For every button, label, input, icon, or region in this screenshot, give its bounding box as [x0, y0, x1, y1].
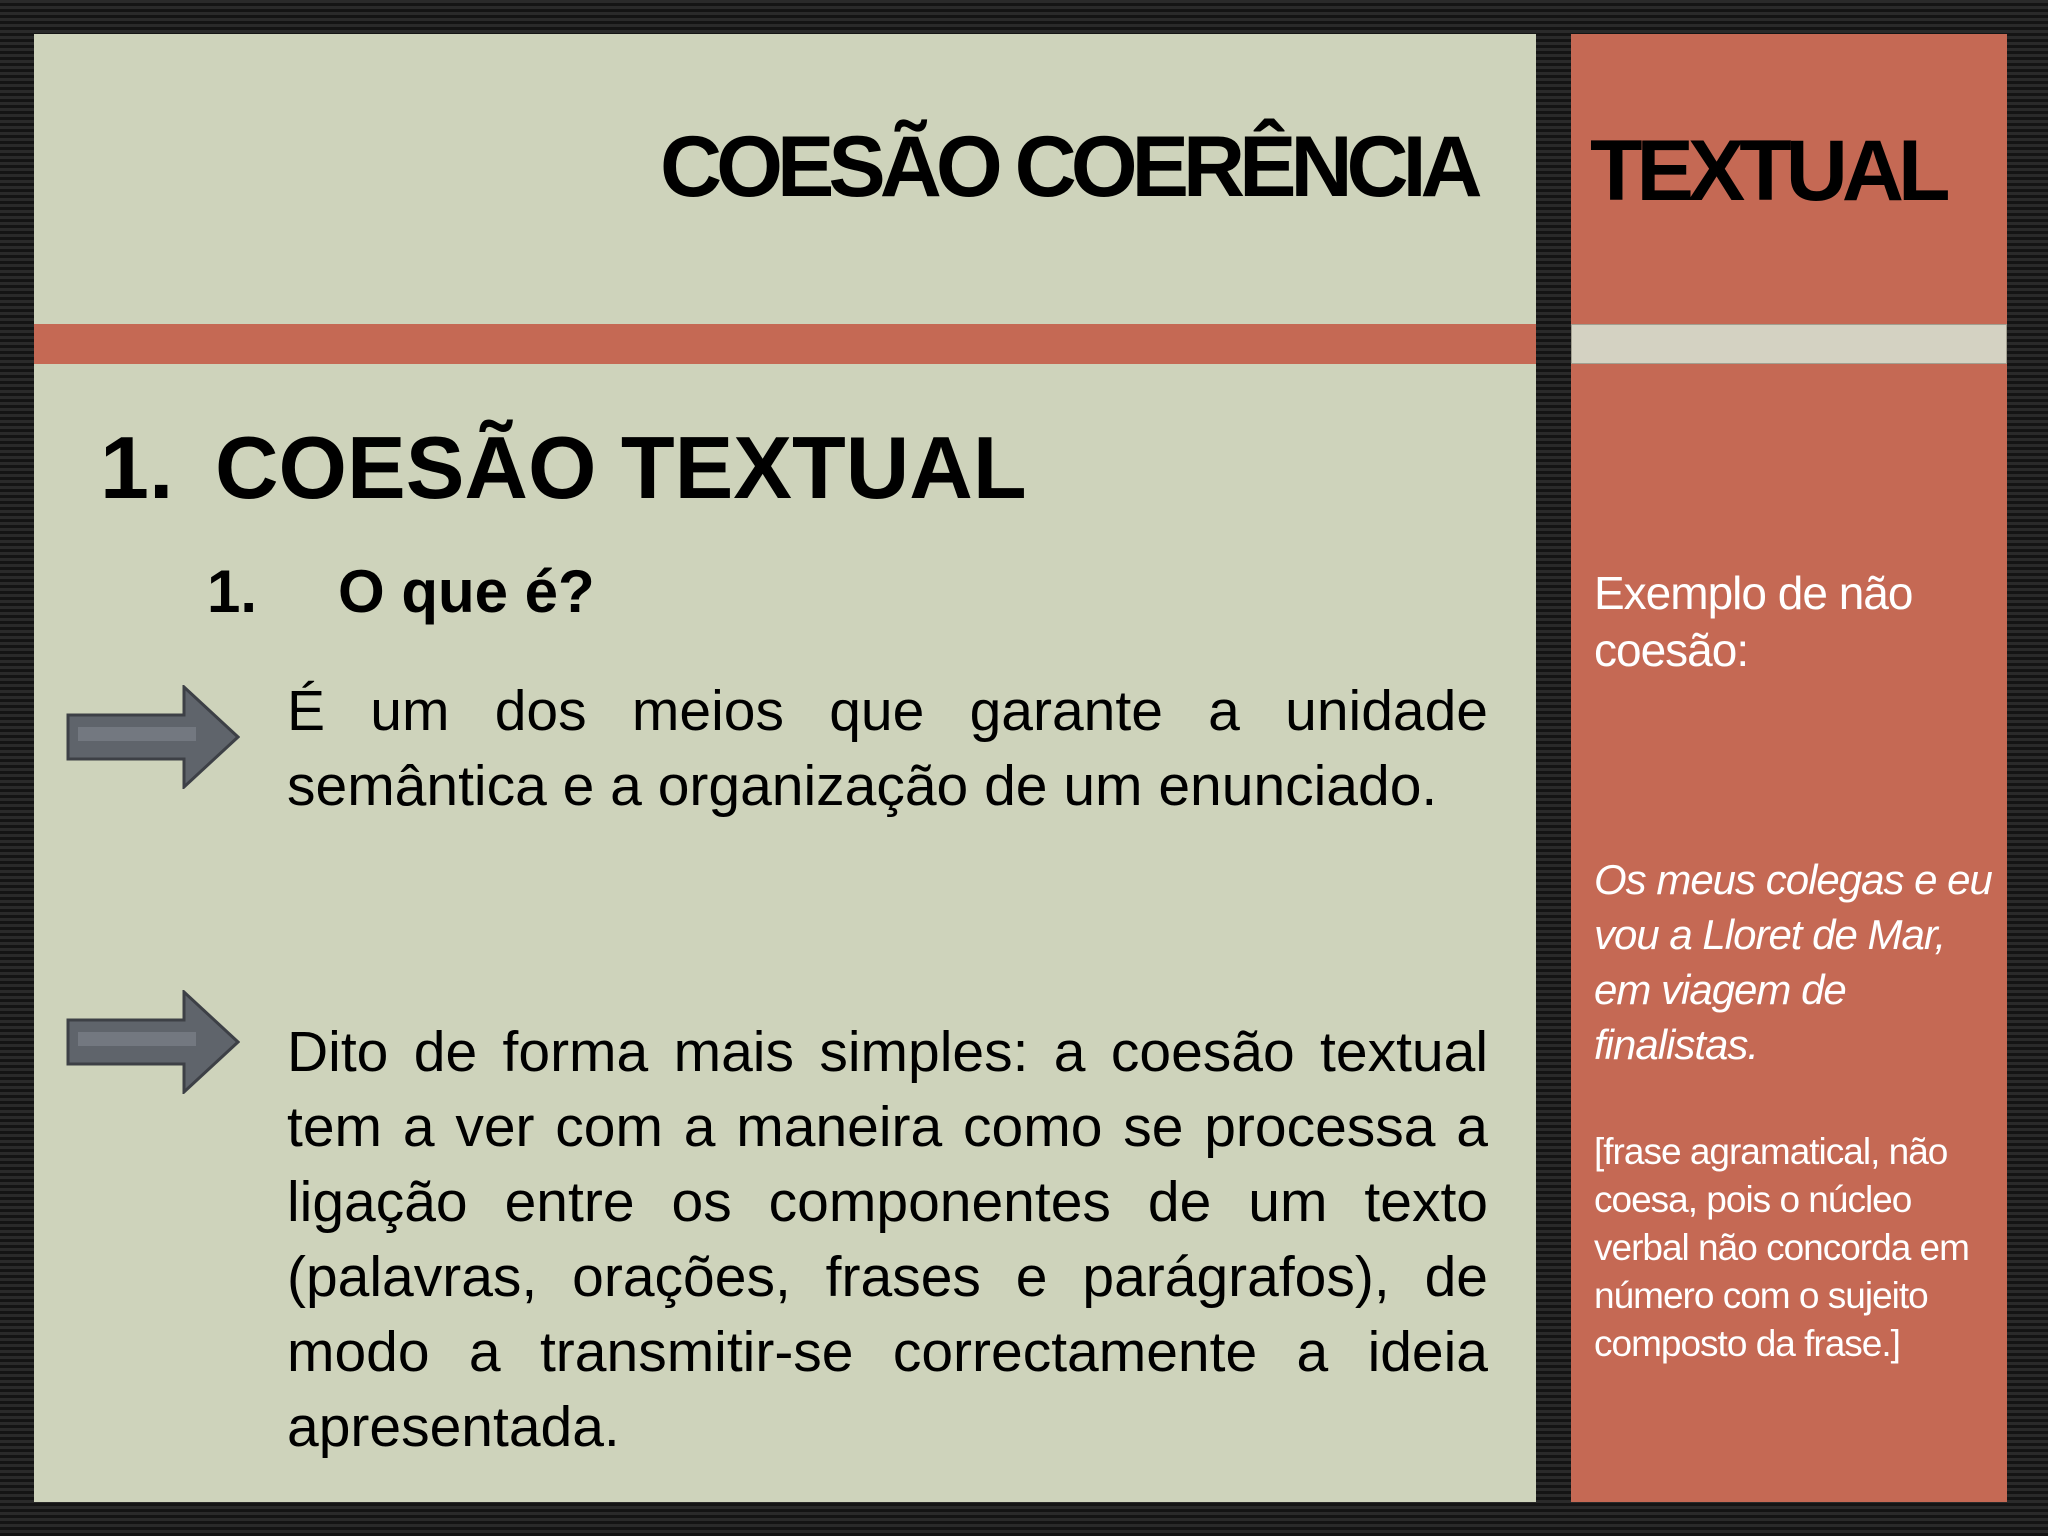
subsection-number: 1.	[207, 558, 258, 625]
subsection-title: O que é?	[338, 558, 595, 625]
sidebar-example: Os meus colegas e eu vou a Lloret de Mar, em viagem de finalistas.	[1594, 856, 1992, 1068]
accent-divider	[34, 324, 1536, 364]
section-title: COESÃO TEXTUAL	[215, 418, 1027, 517]
sidebar-divider	[1571, 324, 2007, 364]
slide-title-right: TEXTUAL	[1590, 123, 1945, 219]
section-number: 1.	[100, 418, 174, 517]
paragraph-explanation: Dito de forma mais simples: a coesão textual tem a ver com a maneira como se processa a ligação entre os componentes de um texto (palavras, orações, frases e parágrafos), de modo a transmitir-se correctamente a ideia apresentada.	[287, 1020, 1488, 1459]
right-arrow-icon	[66, 685, 240, 789]
slide-title-left: COESÃO COERÊNCIA	[660, 119, 1477, 215]
right-arrow-icon	[66, 990, 240, 1094]
sidebar-heading: Exemplo de não coesão:	[1594, 567, 1913, 676]
sidebar-note: [frase agramatical, não coesa, pois o núcleo verbal não concorda em número com o sujeito composto da frase.]	[1594, 1131, 1969, 1364]
paragraph-definition: É um dos meios que garante a unidade semântica e a organização de um enunciado.	[287, 679, 1488, 818]
